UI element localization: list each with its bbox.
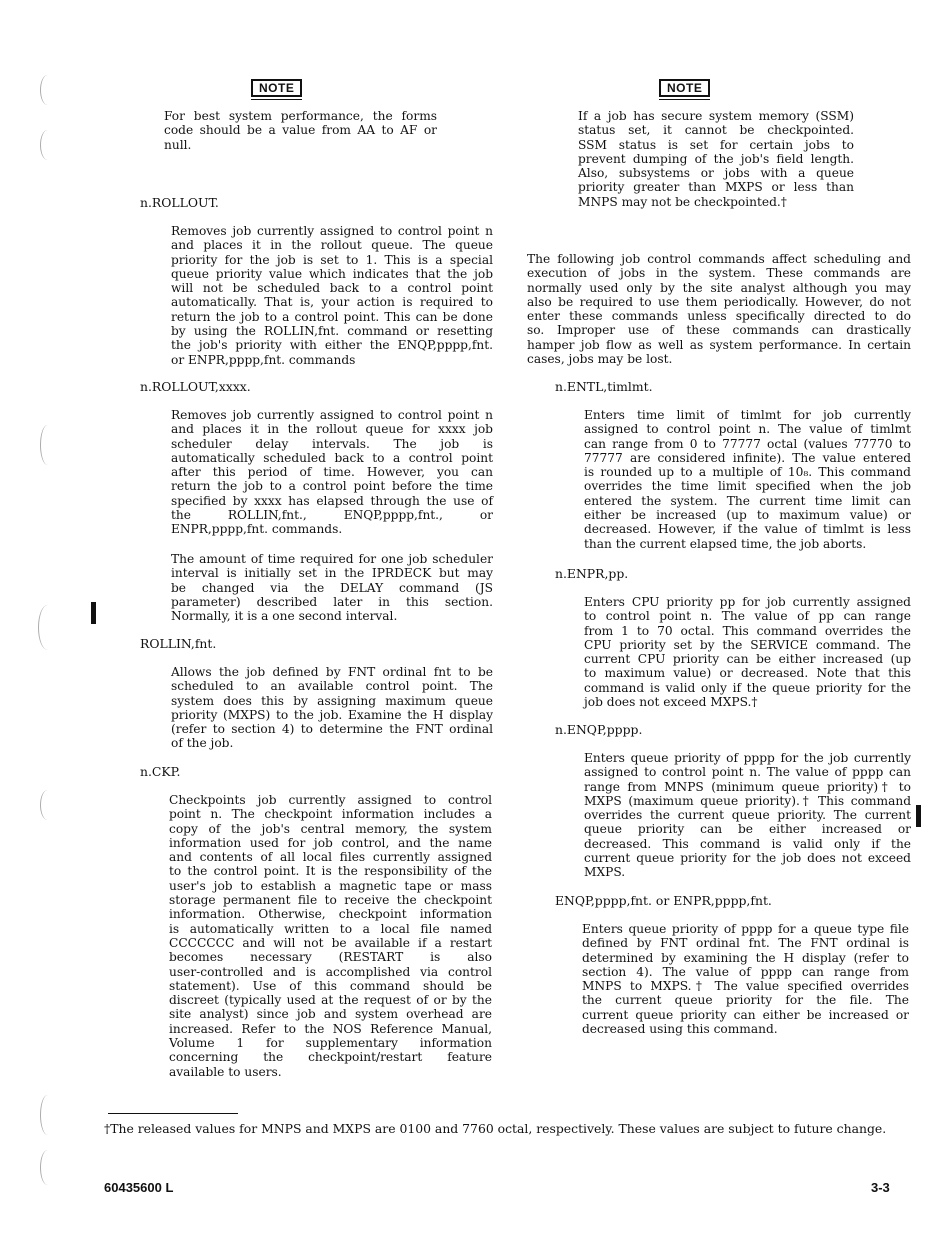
scan-artifact [38,605,57,650]
rollin-body: Allows the job defined by FNT ordinal fnt to be scheduled to an available control point. The system does this by assigning maximum queue priority (MXPS) to the job. Examine the H display (refer to section 4) to determine the FNT ordinal of the job. [171,665,493,751]
rollout-xxxx-body: Removes job currently assigned to control point n and places it in the rollout queue for xxxx job scheduler delay intervals. The job is automatically scheduled back to a control point after this period of time. However, you can return the job to a control point before the time specified by xxxx has elapsed through the use of the ROLLIN,fnt., ENQP,pppp,fnt., or ENPR,pppp,fnt. commands. [171,408,493,537]
heading-enqp-fnt: ENQP,pppp,fnt. or ENPR,pppp,fnt. [555,893,772,908]
heading-entl: n.ENTL,timlmt. [555,379,653,394]
heading-rollin: ROLLIN,fnt. [140,636,217,651]
footnote: †The released values for MNPS and MXPS are 0100 and 7760 octal, respectively. These values are subject to future change. [104,1121,887,1136]
change-bar [916,805,921,827]
note-label-left: NOTE [251,79,302,97]
change-bar [91,602,96,624]
ckp-body: Checkpoints job currently assigned to control point n. The checkpoint information includes a copy of the job's central memory, the system information used for job control, and the name and contents of all local files currently assigned to the control point. It is the responsibility of the user's job to establish a magnetic tape or mass storage permanent file to receive the checkpoint information. Otherwise, checkpoint information is automatically written to a local file named CCCCCCC and will not be available if a restart becomes necessary (RESTART is also user-controlled and is accomplished via control statement). Use of this command should be discreet (typically used at the request of or by the site analyst) since job and system overhead are increased. Refer to the NOS Reference Manual, Volume 1 for supplementary information concerning the checkpoint/restart feature available to users. [169,793,492,1079]
rollout-xxxx-body2: The amount of time required for one job scheduler interval is initially set in the IPRDECK but may be changed via the DELAY command (JS parameter) described later in this section. Normally, it is a one second interval. [171,552,493,624]
scan-artifact [40,1150,55,1185]
intro-paragraph: The following job control commands affect scheduling and execution of jobs in the system. These commands are normally used only by the site analyst although you may also be required to use them periodically. However, do not enter these commands unless specifically directed to do so. Improper use of these commands can drastically hamper job flow as well as system performance. In certain cases, jobs may be lost. [527,252,911,367]
scan-artifact [40,130,55,160]
note-label-right: NOTE [659,79,710,97]
enqp-fnt-body: Enters queue priority of pppp for a queue type file defined by FNT ordinal fnt. The FNT ordinal is determined by examining the H display (refer to section 4). The value of pppp can range from MNPS to MXPS.† The value specified overrides the current queue priority for the file. The current queue priority can either be increased or decreased using this command. [582,922,909,1037]
footnote-rule [108,1113,238,1114]
entl-body: Enters time limit of timlmt for job currently assigned to control point n. The value of timlmt can range from 0 to 77777 octal (values 77770 to 77777 are considered infinite). The value entered is rounded up to a multiple of 10₈. This command overrides the time limit specified when the job entered the system. The current time limit can either be increased (up to maximum value) or decreased. However, if the value of timlmt is less than the current elapsed time, the job aborts. [584,408,911,551]
scan-artifact [40,790,55,820]
heading-rollout-xxxx: n.ROLLOUT,xxxx. [140,379,251,394]
scan-artifact [40,1095,55,1135]
page-number: 3-3 [871,1180,890,1195]
note-text-right: If a job has secure system memory (SSM) status set, it cannot be checkpointed. SSM status is set for certain jobs to prevent dumping of the job's field length. Also, subsystems or jobs with a queue priority greater than MXPS or less than MNPS may not be checkpointed.† [578,109,854,209]
rollout-body: Removes job currently assigned to control point n and places it in the rollout queue. The queue priority for the job is set to 1. This is a special queue priority value which indicates that the job will not be scheduled back to a control point automatically. That is, your action is required to return the job to a control point. This can be done by using the ROLLIN,fnt. command or resetting the job's priority with either the ENQP,pppp,fnt. or ENPR,pppp,fnt. commands [171,224,493,367]
heading-ckp: n.CKP. [140,764,181,779]
scan-artifact [40,75,55,105]
scan-artifact [40,425,55,465]
note-text-left: For best system performance, the forms code should be a value from AA to AF or null. [164,109,437,152]
heading-rollout: n.ROLLOUT. [140,195,219,210]
heading-enqp: n.ENQP,pppp. [555,722,643,737]
heading-enpr: n.ENPR,pp. [555,566,629,581]
document-number: 60435600 L [104,1180,174,1195]
enqp-body: Enters queue priority of pppp for the job currently assigned to control point n. The value of pppp can range from MNPS (minimum queue priority)† to MXPS (maximum queue priority).† This command overrides the current queue priority. The current queue priority can be either increased or decreased. This command is valid only if the current queue priority for the job does not exceed MXPS. [584,751,911,880]
enpr-body: Enters CPU priority pp for job currently assigned to control point n. The value of pp can range from 1 to 70 octal. This command overrides the CPU priority set by the SERVICE command. The current CPU priority can be either increased (up to maximum value) or decreased. Note that this command is valid only if the queue priority for the job does not exceed MXPS.† [584,595,911,710]
